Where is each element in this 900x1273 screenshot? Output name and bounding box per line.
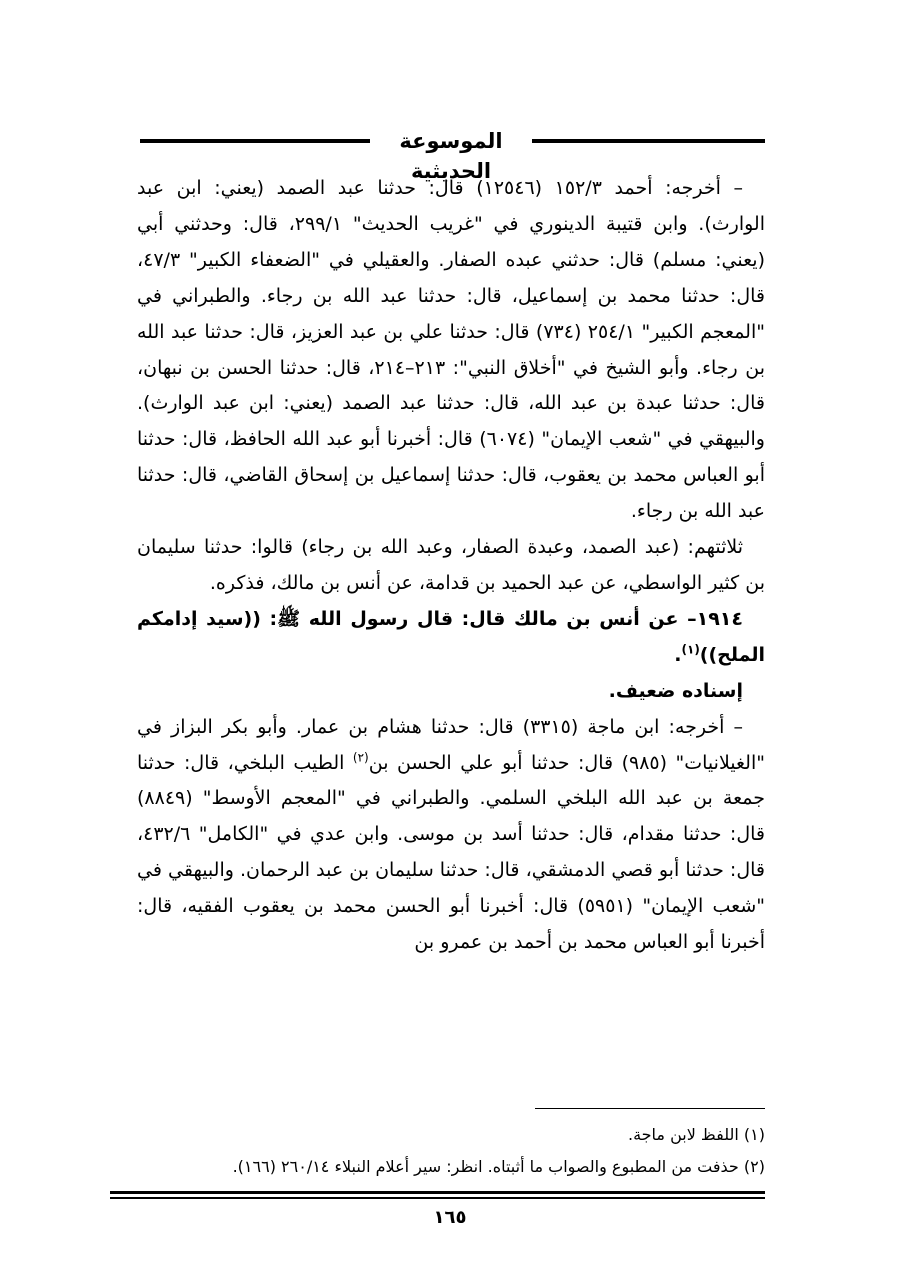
page-body — [137, 171, 765, 961]
footnotes — [137, 1119, 765, 1183]
takhrij-paragraph-3 — [137, 710, 765, 961]
footnote-2: (٢) حذفت من المطبوع والصواب ما أثبتاه. انظر: سير أعلام النبلاء ٢٦٠/١٤ (١٦٦). — [232, 1157, 765, 1176]
footnote-1: (١) اللفظ لابن ماجة. — [628, 1125, 765, 1144]
page-number: ١٦٥ — [433, 1207, 467, 1228]
running-header — [140, 126, 765, 183]
footnote-ref-2: (٢) — [352, 750, 369, 765]
header-title: الموسوعة الحديثية — [399, 129, 503, 183]
bottom-rule-thick — [110, 1191, 765, 1194]
grading: إسناده ضعيف. — [608, 679, 743, 702]
footnote-separator — [535, 1108, 765, 1109]
takhrij-paragraph-1: – أخرجه: أحمد ١٥٢/٣ (١٢٥٤٦) قال: حدثنا عبد الصمد (يعني: ابن عبد الوارث). وابن قتيبة الدينوري في "غريب الحديث" ٢٩٩/١، قال: وحدثني أبي (يعني: مسلم) قال: حدثني عبده الصفار. والعقيلي في "الضعفاء الكبير" ٤٧/٣، قال: حدثنا محمد بن إسماعيل، قال: حدثنا عبد الله بن رجاء. والطبراني في "المعجم الكبير" ٢٥٤/١ (٧٣٤) قال: حدثنا علي بن عبد العزيز، قال: حدثنا عبد الله بن رجاء. وأبو الشيخ في "أخلاق النبي": ٢١٣–٢١٤، قال: حدثنا الحسن بن نبهان، قال: حدثنا عبدة بن عبد الله، قال: حدثنا عبد الصمد (يعني: ابن عبد الوارث). والبيهقي في "شعب الإيمان" (٦٠٧٤) قال: أخبرنا أبو عبد الله الحافظ، قال: حدثنا أبو العباس محمد بن يعقوب، قال: حدثنا إسماعيل بن إسحاق القاضي، قال: حدثنا عبد الله بن رجاء. — [137, 177, 765, 523]
takhrij-paragraph-3-a: – أخرجه: ابن ماجة (٣٣١٥) قال: حدثنا هشام بن عمار. وأبو بكر البزاز في "الغيلانيات" (٩٨٥) قال: حدثنا أبو علي الحسن بن — [137, 715, 765, 774]
footnote-ref-1: (١) — [681, 642, 700, 657]
takhrij-paragraph-3-b: الطيب البلخي، قال: حدثنا جمعة بن عبد الله البلخي السلمي. والطبراني في "المعجم الأوسط" (٨٨٤٩) قال: حدثنا مقدام، قال: حدثنا أسد بن موسى. وابن عدي في "الكامل" ٤٣٢/٦، قال: حدثنا أبو قصي الدمشقي، قال: حدثنا سليمان بن عبد الرحمان. والبيهقي في "شعب الإيمان" (٥٩٥١) قال: أخبرنا أبو الحسن محمد بن يعقوب الفقيه، قال: أخبرنا أبو العباس محمد بن أحمد بن عمرو بن — [137, 751, 766, 954]
header-rule-right — [532, 139, 765, 143]
hadith-end: . — [674, 643, 682, 666]
hadith-text: ١٩١٤– عن أنس بن مالك قال: قال رسول الله ﷺ: ((سيد إدامكم الملح)) — [137, 607, 765, 666]
header-rule-left — [140, 139, 370, 143]
hadith-paragraph — [137, 602, 765, 674]
takhrij-paragraph-2: ثلاثتهم: (عبد الصمد، وعبدة الصفار، وعبد الله بن رجاء) قالوا: حدثنا سليمان بن كثير الواسطي، عن عبد الحميد بن قدامة، عن أنس بن مالك، فذكره. — [137, 536, 765, 594]
bottom-rule-thin — [110, 1197, 765, 1199]
